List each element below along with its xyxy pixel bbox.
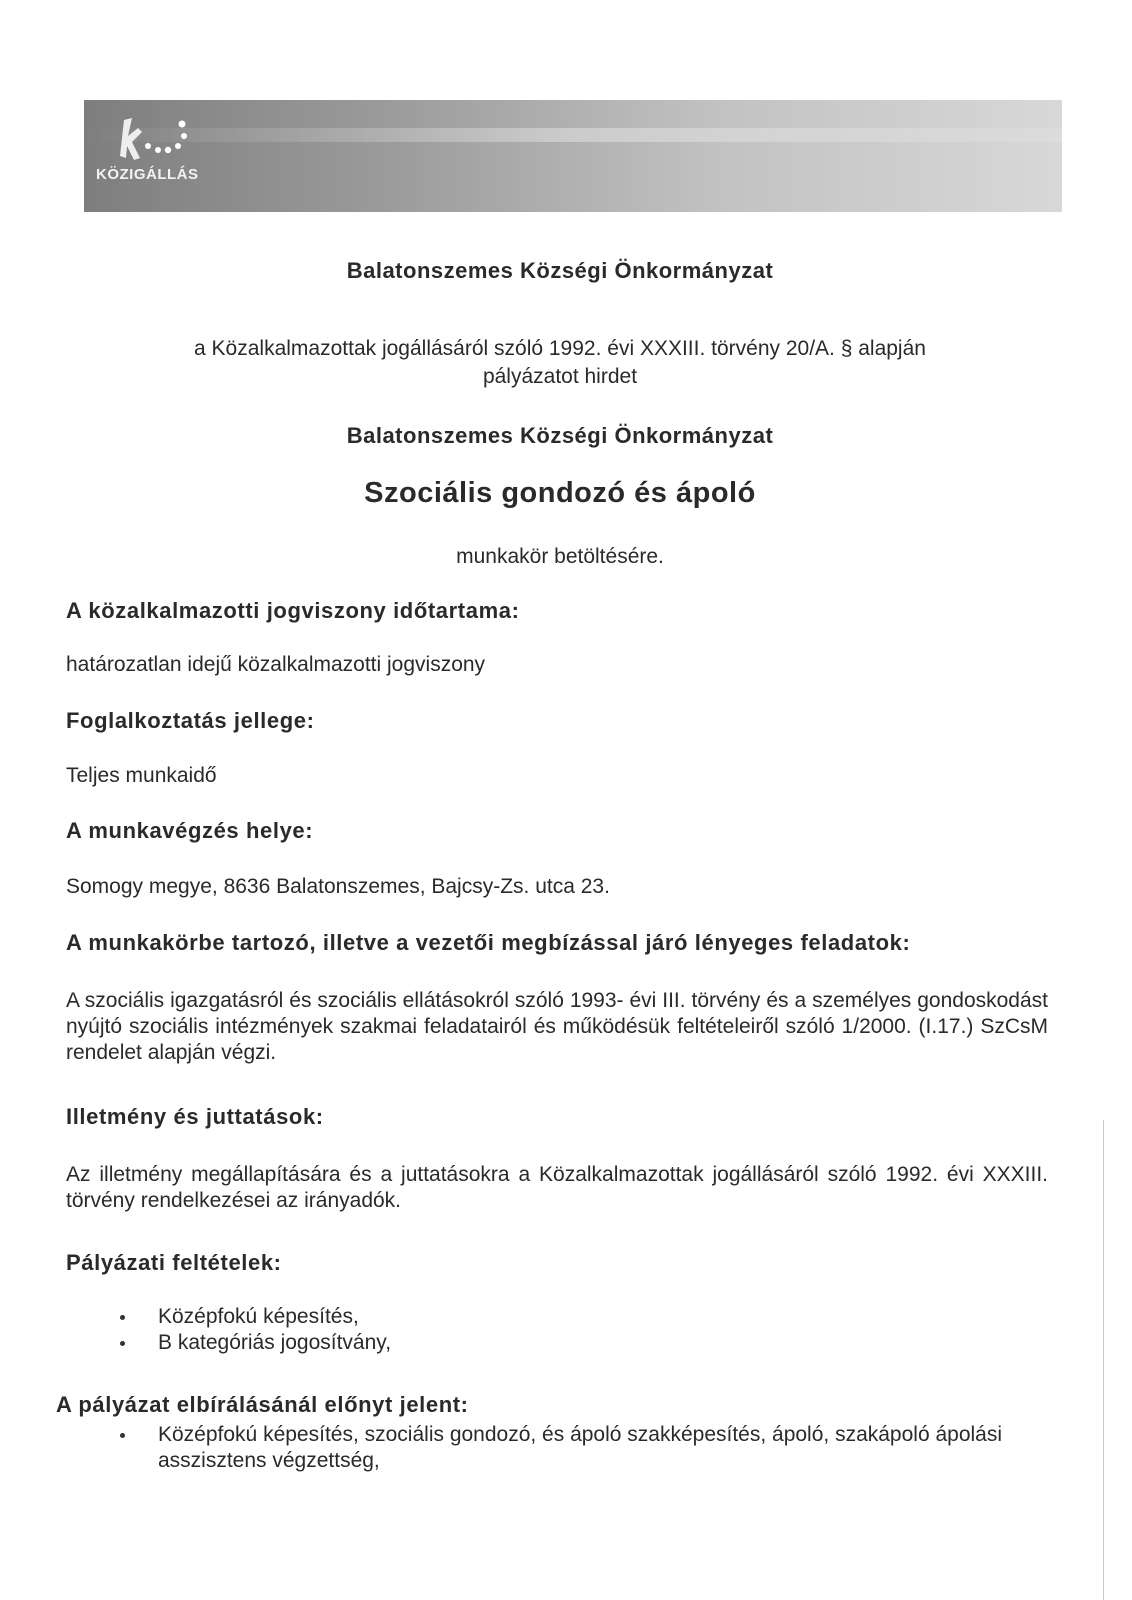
list-item: B kategóriás jogosítvány, <box>100 1330 1030 1356</box>
kozigallas-logo-icon <box>102 106 212 166</box>
banner-stripe <box>84 128 1062 142</box>
section-text-workplace: Somogy megye, 8636 Balatonszemes, Bajcsy-Zs. utca 23. <box>66 875 610 898</box>
section-text-salary: Az illetmény megállapítására és a juttatásokra a Közalkalmazottak jogállásáról szóló 1992. évi XXXIII. törvény rendelkezései az irányadók. <box>66 1163 1048 1212</box>
conditions-heading: Pályázati feltételek: <box>66 1250 282 1275</box>
section-heading-salary: Illetmény és juttatások: <box>66 1104 324 1129</box>
list-item: Középfokú képesítés, <box>100 1304 1030 1330</box>
list-item: Középfokú képesítés, szociális gondozó, és ápoló szakképesítés, ápoló, szakápoló ápolási asszisztens végzettség, <box>100 1422 1030 1474</box>
section-heading-duration: A közalkalmazotti jogviszony időtartama: <box>66 598 520 623</box>
section-heading-workplace: A munkavégzés helye: <box>66 818 314 843</box>
intro-line-1: a Közalkalmazottak jogállásáról szóló 1992. évi XXXIII. törvény 20/A. § alapján <box>194 337 926 360</box>
banner-logo-text: KÖZIGÁLLÁS <box>96 166 199 183</box>
intro-line-2: pályázatot hirdet <box>482 365 638 388</box>
scan-edge-line <box>1103 1120 1104 1600</box>
kozigallas-banner <box>84 100 1062 212</box>
section-heading-employment-type: Foglalkoztatás jellege: <box>66 708 315 733</box>
job-subtitle: munkakör betöltésére. <box>456 545 664 568</box>
advantages-heading: A pályázat elbírálásánál előnyt jelent: <box>56 1392 469 1417</box>
advantages-list <box>100 1422 1030 1474</box>
conditions-list <box>100 1304 1030 1356</box>
section-heading-duties: A munkakörbe tartozó, illetve a vezetői megbízással járó lényeges feladatok: <box>66 930 911 955</box>
section-text-duties: A szociális igazgatásról és szociális ellátásokról szóló 1993- évi III. törvény és a személyes gondoskodást nyújtó szociális intézmények szakmai feladatairól és működésük feltételeiről szóló 1/2000. (I.17.) SzCsM rendelet alapján végzi. <box>66 989 1048 1064</box>
section-text-duration: határozatlan idejű közalkalmazotti jogviszony <box>66 653 486 676</box>
organization-name: Balatonszemes Községi Önkormányzat <box>346 258 774 283</box>
job-title: Szociális gondozó és ápoló <box>364 477 756 509</box>
section-text-employment-type: Teljes munkaidő <box>66 764 217 787</box>
organization-name-2: Balatonszemes Községi Önkormányzat <box>346 423 774 448</box>
